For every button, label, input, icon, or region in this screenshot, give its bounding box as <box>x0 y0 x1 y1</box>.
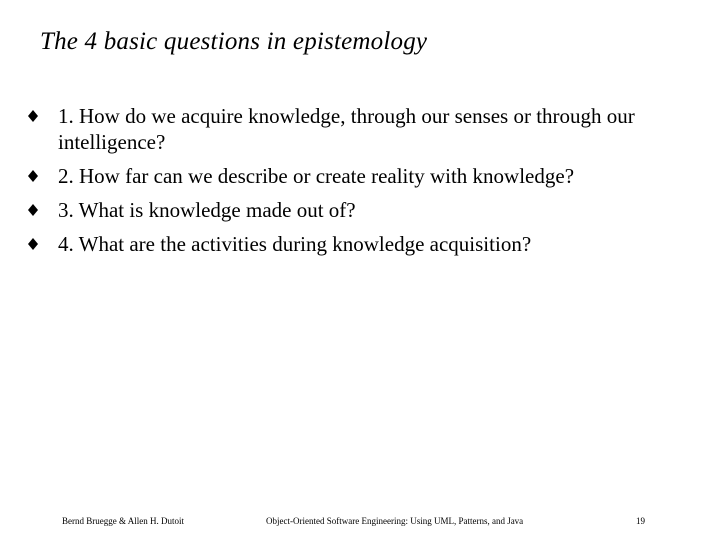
list-item <box>28 231 688 257</box>
bullet-text: 2. How far can we describe or create reality with knowledge? <box>58 164 575 188</box>
list-item <box>28 103 688 155</box>
page-number: 19 <box>636 516 645 526</box>
diamond-bullet-icon <box>28 110 38 122</box>
bullet-text: 4. What are the activities during knowledge acquisition? <box>58 232 532 256</box>
footer-book-title: Object-Oriented Software Engineering: Using UML, Patterns, and Java <box>266 516 524 526</box>
bullet-text: 3. What is knowledge made out of? <box>58 198 356 222</box>
diamond-bullet-icon <box>28 238 38 250</box>
bullet-list <box>28 103 688 265</box>
bullet-text: 1. How do we acquire knowledge, through our senses or through our intelligence? <box>58 104 635 154</box>
list-item <box>28 163 688 189</box>
title-divider <box>36 71 684 72</box>
diamond-bullet-icon <box>28 170 38 182</box>
slide-title: The 4 basic questions in epistemology <box>40 28 428 55</box>
footer-authors: Bernd Bruegge & Allen H. Dutoit <box>62 516 184 526</box>
diamond-bullet-icon <box>28 204 38 216</box>
list-item <box>28 197 688 223</box>
